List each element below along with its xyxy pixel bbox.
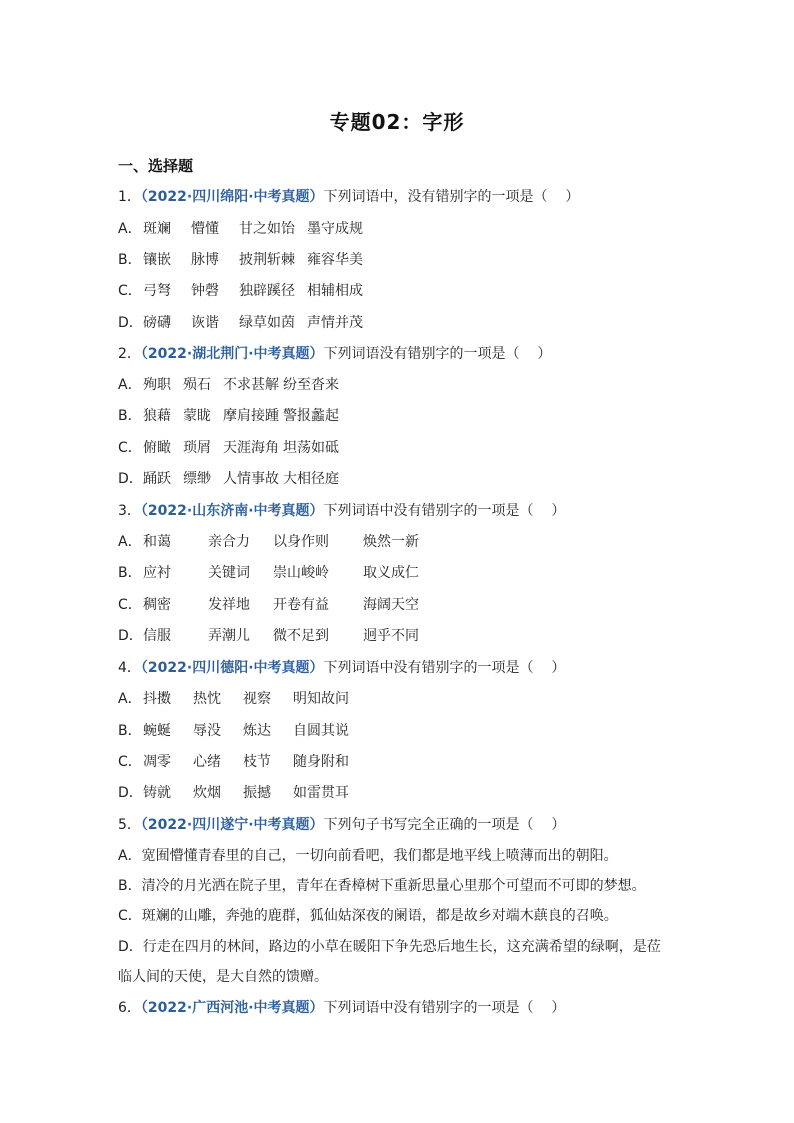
question-source: （2022·四川遂宁·中考真题） [140, 817, 324, 833]
answer-option[interactable] [118, 722, 543, 740]
question-source: （2022·四川绵阳·中考真题） [140, 189, 324, 205]
option-letter: C． [118, 597, 142, 613]
option-word: 诙谐 [191, 315, 219, 331]
option-word: 焕然一新 [363, 534, 419, 550]
option-word: 崇山峻岭 [273, 565, 329, 581]
option-word: 心绪 [193, 754, 221, 770]
option-letter: C． [118, 283, 142, 299]
option-word: 应衬 [143, 565, 171, 581]
question-number: 2． [118, 346, 141, 362]
option-word: 视察 [243, 691, 271, 707]
question-stem [118, 502, 565, 520]
answer-option[interactable]: C．斑斓的山雕，奔弛的鹿群，狐仙姑深夜的阑语，都是故乡对端木蕻良的召唤。 [118, 908, 618, 924]
option-word: 海阔天空 [363, 597, 419, 613]
option-words [143, 220, 543, 238]
option-words [143, 690, 543, 708]
question-stem [118, 999, 565, 1017]
option-words [143, 439, 543, 457]
option-word: 弄潮儿 [208, 628, 250, 644]
option-words [143, 470, 543, 488]
answer-option[interactable] [118, 439, 543, 457]
option-words [143, 314, 543, 332]
option-letter: D． [118, 785, 143, 801]
option-words [143, 407, 543, 425]
option-word: 取义成仁 [363, 565, 419, 581]
question-stem [118, 816, 565, 834]
option-word: 炊烟 [193, 785, 221, 801]
option-words [143, 753, 543, 771]
question-number: 4． [118, 660, 141, 676]
question-text: 下列句子书写完全正确的一项是（ ） [323, 817, 566, 833]
option-word: 绿草如茵 [239, 315, 295, 331]
option-words [143, 376, 543, 394]
option-word: 明知故问 [293, 691, 349, 707]
option-letter: A． [118, 377, 142, 393]
answer-option[interactable] [118, 533, 543, 551]
question-stem [118, 659, 565, 677]
answer-option[interactable] [118, 220, 543, 238]
answer-option[interactable]: B．清冷的月光洒在院子里，青年在香樟树下重新思量心里那个可望而不可即的梦想。 [118, 878, 646, 894]
option-word: 随身附和 [293, 754, 349, 770]
option-word: 振撼 [243, 785, 271, 801]
option-words [143, 596, 543, 614]
option-word: 俯瞰 [143, 440, 171, 456]
answer-option[interactable] [118, 627, 543, 645]
option-word: 蜿蜒 [143, 723, 171, 739]
option-word: 弓弩 [143, 283, 171, 299]
option-words [143, 627, 543, 645]
option-word: 凋零 [143, 754, 171, 770]
page-title: 专题02：字形 [329, 110, 465, 134]
option-letter: B． [118, 408, 142, 424]
question-text: 下列词语没有错别字的一项是（ ） [323, 346, 552, 362]
option-word: 殉职 [143, 377, 171, 393]
option-word: 坦荡如砥 [283, 440, 339, 456]
question-text: 下列词语中没有错别字的一项是（ ） [323, 503, 566, 519]
option-word: 斑斓 [143, 221, 171, 237]
answer-option[interactable] [118, 314, 543, 332]
option-words [143, 564, 543, 582]
question-source: （2022·山东济南·中考真题） [140, 503, 324, 519]
option-word: 雍容华美 [307, 252, 363, 268]
option-word: 和蔼 [143, 534, 171, 550]
option-word: 以身作则 [273, 534, 329, 550]
option-word: 甘之如饴 [239, 221, 295, 237]
option-words [143, 784, 543, 802]
option-word: 不求甚解 [223, 377, 279, 393]
answer-option[interactable] [118, 470, 543, 488]
option-letter: D． [118, 471, 143, 487]
option-word: 大相径庭 [283, 471, 339, 487]
option-word: 稠密 [143, 597, 171, 613]
answer-option[interactable] [118, 690, 543, 708]
option-word: 热忱 [193, 691, 221, 707]
question-number: 1． [118, 189, 141, 205]
option-word: 摩肩接踵 [223, 408, 279, 424]
question-number: 3． [118, 503, 141, 519]
option-letter: A． [118, 221, 142, 237]
answer-option-continued: 临人间的天使，是大自然的馈赠。 [118, 969, 328, 985]
option-word: 微不足到 [273, 628, 329, 644]
option-word: 镶嵌 [143, 252, 171, 268]
option-word: 铸就 [143, 785, 171, 801]
option-words [143, 251, 543, 269]
option-word: 磅礴 [143, 315, 171, 331]
option-word: 枝节 [243, 754, 271, 770]
option-word: 声情并茂 [307, 315, 363, 331]
answer-option[interactable] [118, 753, 543, 771]
option-word: 缥缈 [183, 471, 211, 487]
question-number: 6． [118, 1000, 141, 1016]
option-word: 信服 [143, 628, 171, 644]
question-stem [118, 345, 551, 363]
answer-option[interactable] [118, 251, 543, 269]
answer-option[interactable] [118, 407, 543, 425]
option-word: 关键词 [208, 565, 250, 581]
option-word: 纷至沓来 [283, 377, 339, 393]
option-word: 相辅相成 [307, 283, 363, 299]
option-word: 披荆斩棘 [239, 252, 295, 268]
option-letter: C． [118, 754, 142, 770]
option-word: 如雷贯耳 [293, 785, 349, 801]
question-source: （2022·四川德阳·中考真题） [140, 660, 324, 676]
question-text: 下列词语中没有错别字的一项是（ ） [323, 1000, 566, 1016]
option-word: 蒙眬 [183, 408, 211, 424]
option-word: 抖擞 [143, 691, 171, 707]
answer-option[interactable] [118, 784, 543, 802]
option-letter: D． [118, 315, 143, 331]
option-letter: D． [118, 628, 143, 644]
option-words [143, 722, 543, 740]
answer-option[interactable]: A．宽囿懵懂青春里的自己，一切向前看吧，我们都是地平线上喷薄而出的朝阳。 [118, 848, 618, 864]
option-word: 懵懂 [191, 221, 219, 237]
answer-option[interactable] [118, 564, 543, 582]
option-word: 自圆其说 [293, 723, 349, 739]
option-letter: B． [118, 252, 142, 268]
option-letter: B． [118, 723, 142, 739]
option-word: 天涯海角 [223, 440, 279, 456]
option-word: 钟磬 [191, 283, 219, 299]
option-words [143, 282, 543, 300]
question-source: （2022·湖北荆门·中考真题） [140, 346, 324, 362]
answer-option[interactable] [118, 596, 543, 614]
question-source: （2022·广西河池·中考真题） [140, 1000, 324, 1016]
option-word: 迥乎不同 [363, 628, 419, 644]
option-word: 殒石 [183, 377, 211, 393]
section-heading: 一、选择题 [118, 157, 194, 175]
answer-option[interactable] [118, 282, 543, 300]
option-word: 亲合力 [208, 534, 250, 550]
answer-option[interactable]: D．行走在四月的林间，路边的小草在暖阳下争先恐后地生长，这充满希望的绿啊，是莅 [118, 939, 661, 955]
option-word: 狼藉 [143, 408, 171, 424]
option-word: 墨守成规 [307, 221, 363, 237]
option-word: 琐屑 [183, 440, 211, 456]
option-word: 独辟蹊径 [239, 283, 295, 299]
option-word: 发祥地 [208, 597, 250, 613]
option-word: 警报蠡起 [283, 408, 339, 424]
option-word: 开卷有益 [273, 597, 329, 613]
answer-option[interactable] [118, 376, 543, 394]
question-number: 5． [118, 817, 141, 833]
option-word: 人情事故 [223, 471, 279, 487]
question-text: 下列词语中没有错别字的一项是（ ） [323, 660, 566, 676]
option-words [143, 533, 543, 551]
question-text: 下列词语中，没有错别字的一项是（ ） [323, 189, 580, 205]
question-stem [118, 188, 579, 206]
option-letter: A． [118, 691, 142, 707]
option-letter: A． [118, 534, 142, 550]
option-word: 辱没 [193, 723, 221, 739]
option-letter: C． [118, 440, 142, 456]
option-word: 脉博 [191, 252, 219, 268]
option-letter: B． [118, 565, 142, 581]
option-word: 踊跃 [143, 471, 171, 487]
option-word: 炼达 [243, 723, 271, 739]
